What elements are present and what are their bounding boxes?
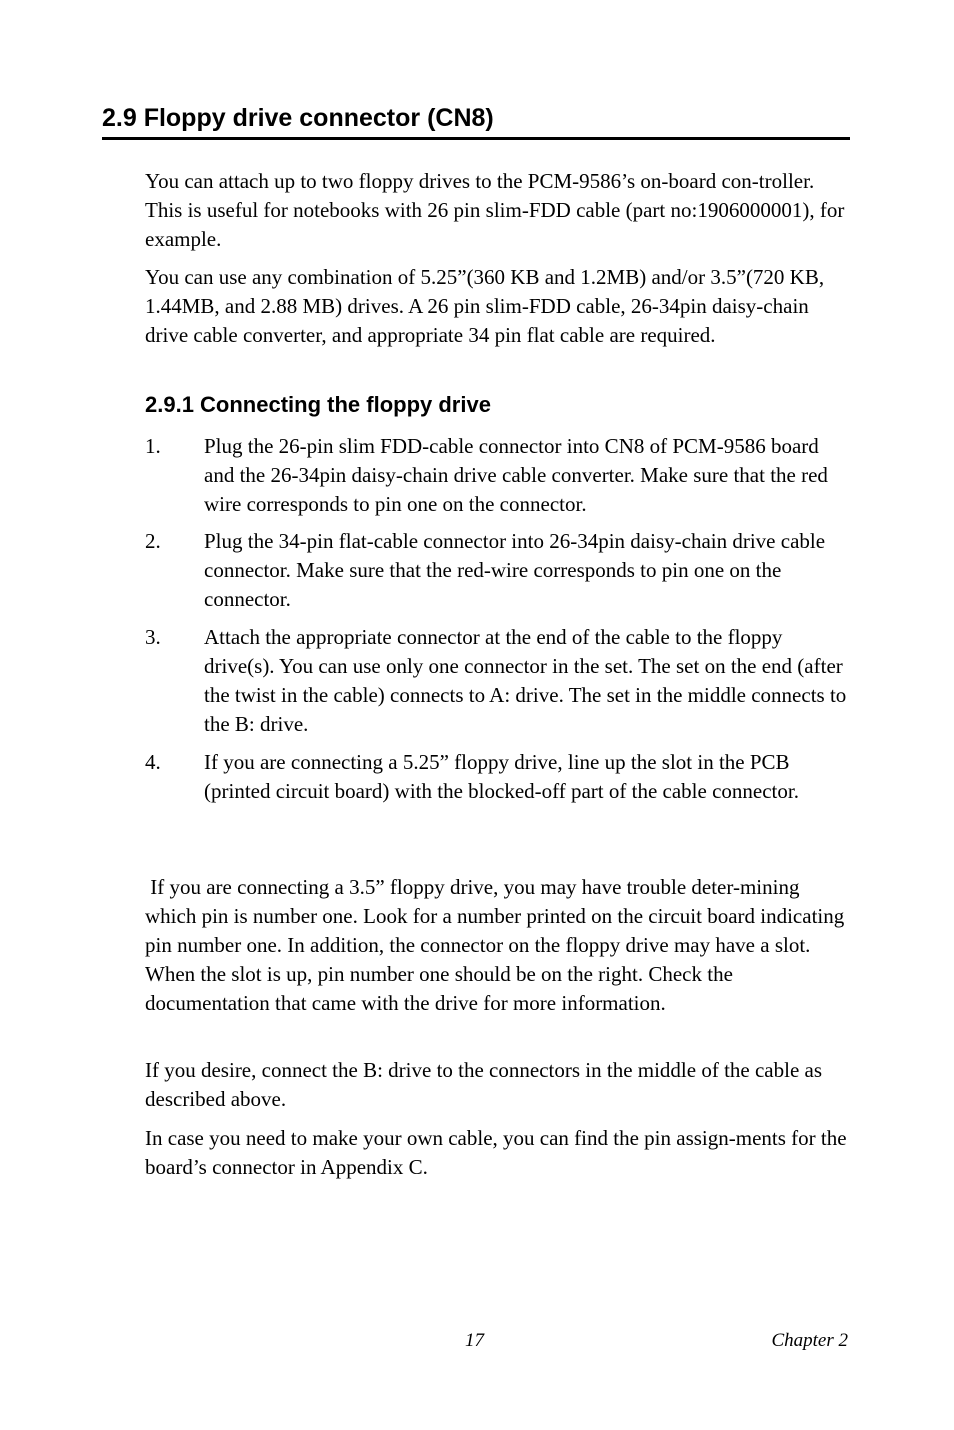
step-text: Plug the 34-pin flat-cable connector into 26-34pin daisy-chain drive cable connector. Make sure that the red-wire corresponds to pin one on the connector. (204, 529, 826, 611)
note-paragraph-1: If you are connecting a 3.5” floppy drive, you may have trouble deter-mining which pin is number one. Look for a number printed on the circuit board indicating pin number one. In addition, the connector on the floppy drive may have a slot. When the slot is up, pin number one should be on the right. Check the documentation that came with the drive for more information. (145, 875, 850, 1015)
step-4 (145, 748, 850, 806)
step-text: Plug the 26-pin slim FDD-cable connector into CN8 of PCM-9586 board and the 26-34pin daisy-chain drive cable converter. Make sure that the red wire corresponds to pin one on the connector. (204, 434, 828, 516)
note-paragraph-3: In case you need to make your own cable, you can find the pin assign-ments for the board’s connector in Appendix C. (145, 1126, 847, 1179)
subsection-title: 2.9.1 Connecting the floppy drive (145, 392, 491, 417)
step-number: 4. (145, 750, 161, 774)
step-number: 1. (145, 434, 161, 458)
page-number: 17 (465, 1330, 484, 1351)
step-3 (145, 623, 850, 739)
intro-paragraph-1: You can attach up to two floppy drives to the PCM-9586’s on-board con-troller. This is useful for notebooks with 26 pin slim-FDD cable (part no:1906000001), for example. (145, 169, 845, 251)
step-2 (145, 527, 850, 614)
chapter-label: Chapter 2 (771, 1330, 848, 1351)
step-text: Attach the appropriate connector at the end of the cable to the floppy drive(s). You can use only one connector in the set. The set on the end (after the twist in the cable) connects to A: drive. The set in the middle connects to the B: drive. (204, 625, 847, 736)
step-text: If you are connecting a 5.25” floppy drive, line up the slot in the PCB (printed circuit board) with the blocked-off part of the cable connector. (204, 750, 799, 803)
note-paragraph-2: If you desire, connect the B: drive to the connectors in the middle of the cable as described above. (145, 1058, 823, 1111)
step-1 (145, 432, 850, 519)
intro-paragraph-2: You can use any combination of 5.25”(360 KB and 1.2MB) and/or 3.5”(720 KB, 1.44MB, and 2.88 MB) drives. A 26 pin slim-FDD cable, 26-34pin daisy-chain drive cable converter, and appropriate 34 pin flat cable are required. (145, 265, 825, 347)
section-title: 2.9 Floppy drive connector (CN8) (102, 102, 850, 140)
step-number: 3. (145, 625, 161, 649)
step-number: 2. (145, 529, 161, 553)
